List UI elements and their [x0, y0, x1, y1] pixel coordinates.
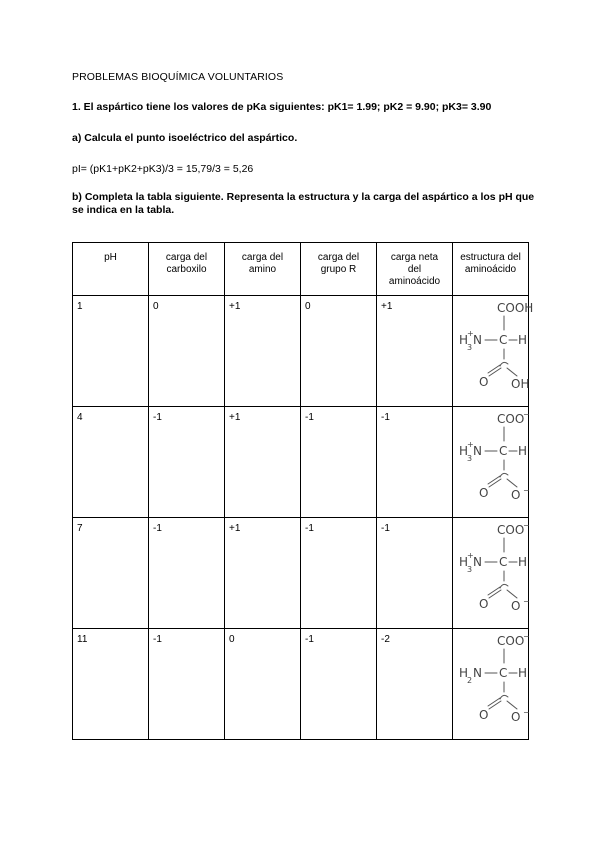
document-header: PROBLEMAS BIOQUÍMICA VOLUNTARIOS [72, 71, 284, 83]
structure-amino-n: N [473, 666, 482, 680]
structure-amino-charge: + [467, 440, 474, 449]
structure-carbonyl-o: O [479, 486, 489, 500]
structure-amino-h: H [459, 333, 469, 347]
structure-side-chain-o: OH [511, 377, 530, 391]
structure-amino-subscript: 3 [467, 565, 473, 574]
cell-carga-neta: -2 [377, 629, 453, 740]
structure-carbonyl-o: O [479, 597, 489, 611]
structure-top-charge: − [523, 410, 530, 419]
structure-side-chain-charge: − [523, 486, 530, 495]
structure-top-group: COOH [497, 301, 534, 315]
structure-amino-h: H [459, 555, 469, 569]
structure-amino-charge: + [467, 551, 474, 560]
structure-alpha-h: H [518, 555, 528, 569]
handwritten-structure-drawing [453, 518, 529, 628]
cell-ph: 1 [73, 296, 149, 407]
cell-carga-carboxilo: 0 [149, 296, 225, 407]
structure-alpha-carbon: C [499, 666, 508, 680]
cell-carga-grupo-r: 0 [301, 296, 377, 407]
table-row [73, 407, 529, 518]
structure-side-chain-o: O [511, 488, 521, 502]
cell-carga-neta: +1 [377, 296, 453, 407]
structure-carbonyl-o: O [479, 708, 489, 722]
cell-estructura [453, 518, 529, 629]
structure-carbonyl-o: O [479, 375, 489, 389]
header-estructura: estructura del aminoácido [453, 243, 529, 296]
structure-top-charge: − [523, 521, 530, 530]
structure-side-chain-charge: − [523, 597, 530, 606]
structure-top-group: COO [497, 634, 525, 648]
cell-carga-grupo-r: -1 [301, 518, 377, 629]
cell-carga-grupo-r: -1 [301, 407, 377, 518]
structure-amino-n: N [473, 333, 482, 347]
cell-estructura [453, 629, 529, 740]
structure-alpha-carbon: C [499, 444, 508, 458]
structure-top-group: COO [497, 523, 525, 537]
table-row [73, 629, 529, 740]
charge-table [72, 242, 534, 740]
header-carga-neta: carga neta del aminoácido [377, 243, 453, 296]
cell-estructura [453, 296, 534, 407]
header-carga-amino: carga del amino [225, 243, 301, 296]
cell-ph: 11 [73, 629, 149, 740]
structure-side-chain-o: O [511, 599, 521, 613]
structure-amino-subscript: 2 [467, 676, 473, 685]
structure-amino-h: H [459, 444, 469, 458]
structure-top-group: COO [497, 412, 525, 426]
structure-top-charge: − [523, 632, 530, 641]
question-1: 1. El aspártico tiene los valores de pKa siguientes: pK1= 1.99; pK2 = 9.90; pK3= 3.90 [72, 101, 492, 113]
handwritten-structure-drawing [453, 629, 529, 739]
answer-a: pI= (pK1+pK2+pK3)/3 = 15,79/3 = 5,26 [72, 163, 254, 175]
structure-alpha-carbon: C [499, 555, 508, 569]
structure-amino-n: N [473, 555, 482, 569]
cell-carga-neta: -1 [377, 518, 453, 629]
handwritten-structure-drawing [453, 407, 529, 517]
header-carga-carboxilo: carga del carboxilo [149, 243, 225, 296]
table-header-row [73, 243, 529, 296]
cell-estructura [453, 407, 529, 518]
cell-ph: 7 [73, 518, 149, 629]
cell-ph: 4 [73, 407, 149, 518]
cell-carga-carboxilo: -1 [149, 407, 225, 518]
structure-alpha-h: H [518, 666, 528, 680]
structure-alpha-carbon: C [499, 333, 508, 347]
cell-carga-carboxilo: -1 [149, 629, 225, 740]
structure-alpha-h: H [518, 333, 528, 347]
structure-amino-subscript: 3 [467, 343, 473, 352]
structure-amino-n: N [473, 444, 482, 458]
handwritten-structure-drawing [453, 296, 534, 406]
cell-carga-grupo-r: -1 [301, 629, 377, 740]
cell-carga-amino: 0 [225, 629, 301, 740]
question-b: b) Completa la tabla siguiente. Representa la estructura y la carga del aspártico a los pH que se indica en la tabla. [72, 191, 535, 216]
table-row [73, 518, 529, 629]
structure-amino-subscript: 3 [467, 454, 473, 463]
header-ph: pH [73, 243, 149, 296]
question-a: a) Calcula el punto isoeléctrico del aspártico. [72, 132, 298, 144]
cell-carga-amino: +1 [225, 407, 301, 518]
structure-amino-h: H [459, 666, 469, 680]
cell-carga-neta: -1 [377, 407, 453, 518]
cell-carga-carboxilo: -1 [149, 518, 225, 629]
structure-alpha-h: H [518, 444, 528, 458]
structure-amino-charge: + [467, 329, 474, 338]
cell-carga-amino: +1 [225, 296, 301, 407]
structure-side-chain-charge: − [523, 708, 530, 717]
header-carga-grupo-r: carga del grupo R [301, 243, 377, 296]
cell-carga-amino: +1 [225, 518, 301, 629]
structure-side-chain-o: O [511, 710, 521, 724]
table-row [73, 296, 529, 407]
